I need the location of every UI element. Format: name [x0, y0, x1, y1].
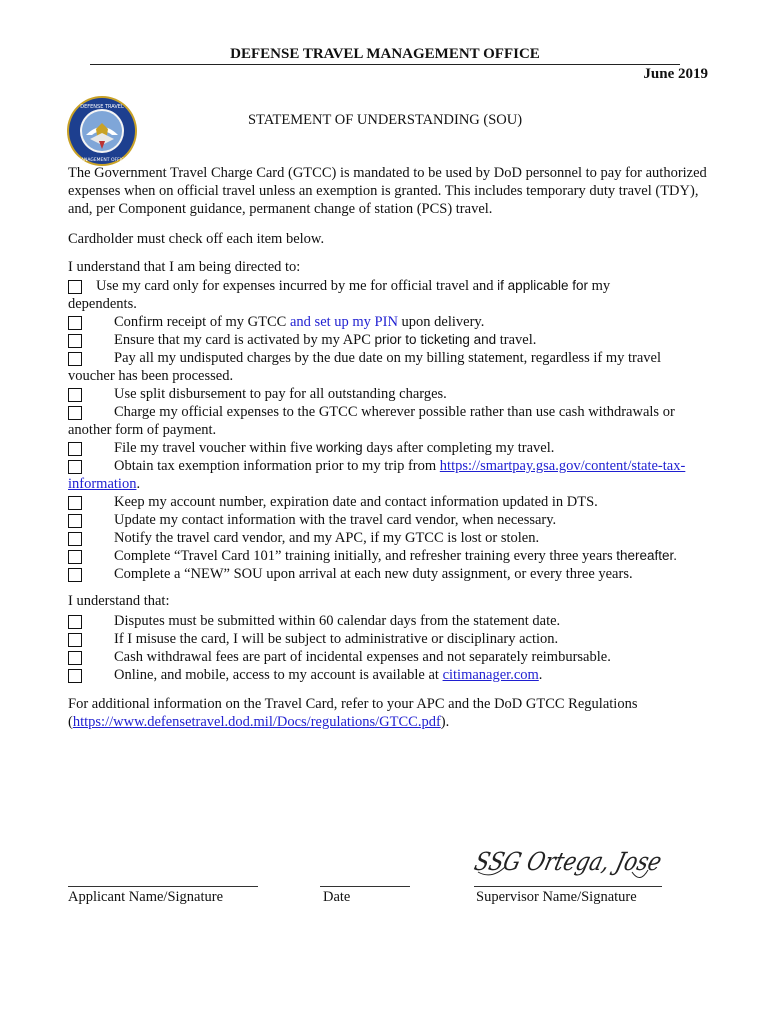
list-item — [68, 403, 718, 421]
list-item — [68, 630, 718, 648]
header-rule — [90, 64, 680, 65]
dtmo-seal-logo — [66, 95, 138, 167]
item-text-emphasis: working — [316, 440, 363, 455]
checkbox[interactable] — [68, 442, 82, 456]
item-text: my — [587, 278, 611, 294]
list-item — [68, 385, 718, 403]
footer-info-line: For additional information on the Travel Card, refer to your APC and the DoD GTCC Regulations — [68, 696, 638, 712]
office-title: DEFENSE TRAVEL MANAGEMENT OFFICE — [230, 46, 540, 62]
footer-text: ( — [68, 714, 73, 730]
item-continuation: another form of payment. — [68, 422, 217, 438]
svg-text:MANAGEMENT OFFICE: MANAGEMENT OFFICE — [77, 158, 127, 163]
list-item — [68, 313, 718, 331]
item-text: Update my contact information with the travel card vendor, when necessary. — [114, 512, 557, 528]
instruction-text: Cardholder must check off each item below. — [68, 231, 325, 247]
smartpay-link-continuation[interactable]: information — [68, 476, 137, 492]
smartpay-link[interactable]: https://smartpay.gsa.gov/content/state-tax- — [439, 458, 686, 474]
list-item — [68, 349, 718, 367]
item-text: travel. — [496, 332, 537, 348]
item-text: upon delivery. — [397, 314, 485, 330]
item-text: Confirm receipt of my GTCC — [114, 314, 290, 330]
list-item — [68, 511, 718, 529]
citimanager-link[interactable]: citimanager.com — [442, 667, 539, 683]
checkbox[interactable] — [68, 651, 82, 665]
item-text: Obtain tax exemption information prior to my trip from — [114, 458, 440, 474]
item-continuation: voucher has been processed. — [68, 368, 234, 384]
gtcc-regulations-link[interactable]: https://www.defensetravel.dod.mil/Docs/regulations/GTCC.pdf — [72, 714, 441, 730]
item-text: Notify the travel card vendor, and my APC, if my GTCC is lost or stolen. — [114, 530, 540, 546]
checkbox[interactable] — [68, 334, 82, 348]
checkbox[interactable] — [68, 633, 82, 647]
item-text: Complete a “NEW” SOU upon arrival at each new duty assignment, or every three years. — [114, 566, 633, 582]
item-text: If I misuse the card, I will be subject to administrative or disciplinary action. — [114, 631, 559, 647]
document-date: June 2019 — [643, 66, 708, 82]
checkbox[interactable] — [68, 406, 82, 420]
checkbox[interactable] — [68, 550, 82, 564]
list-item — [68, 529, 718, 547]
list-item — [68, 331, 718, 349]
list-item — [68, 648, 718, 666]
list-item — [68, 612, 718, 630]
page-title: STATEMENT OF UNDERSTANDING (SOU) — [247, 112, 523, 128]
item-text: Cash withdrawal fees are part of incidental expenses and not separately reimbursable. — [114, 649, 611, 665]
list-item — [68, 547, 718, 565]
section2-heading: I understand that: — [68, 593, 170, 609]
checkbox[interactable] — [68, 514, 82, 528]
list-item — [68, 666, 718, 684]
svg-text:DEFENSE TRAVEL: DEFENSE TRAVEL — [80, 104, 124, 110]
footer-text: ). — [440, 714, 450, 730]
intro-paragraph: The Government Travel Charge Card (GTCC) is mandated to be used by DoD personnel to pay for authorized expenses when on official travel unless an exemption is granted. This includes temporary duty travel (TDY), and, per Component guidance, permanent change of station (PCS) travel. — [68, 165, 707, 217]
svg-text:SSG Ortega, Jose: SSG Ortega, Jose — [471, 846, 698, 876]
checkbox[interactable] — [68, 615, 82, 629]
item-text-emphasis: and set up my PIN — [289, 314, 398, 330]
item-text: Online, and mobile, access to my account is available at — [114, 667, 443, 683]
list-item — [68, 493, 718, 511]
item-text: Complete “Travel Card 101” training initially, and refresher training every three years — [114, 548, 617, 564]
item-text-emphasis: if applicable for — [497, 278, 588, 293]
date-line[interactable] — [320, 886, 410, 887]
applicant-signature-line[interactable] — [68, 886, 258, 887]
item-text: Disputes must be submitted within 60 calendar days from the statement date. — [114, 613, 561, 629]
item-text: . — [538, 667, 543, 683]
item-text-emphasis: prior to ticketing and — [374, 332, 497, 347]
item-text: Pay all my undisputed charges by the due date on my billing statement, regardless if my travel — [114, 350, 661, 366]
supervisor-handwritten-signature — [471, 836, 698, 888]
date-label: Date — [323, 889, 351, 905]
checkbox[interactable] — [68, 460, 82, 474]
checkbox[interactable] — [68, 388, 82, 402]
checkbox[interactable] — [68, 316, 82, 330]
section1-heading: I understand that I am being directed to: — [68, 259, 301, 275]
checkbox[interactable] — [68, 280, 82, 294]
item-text: Ensure that my card is activated by my APC — [114, 332, 375, 348]
applicant-signature-label: Applicant Name/Signature — [68, 889, 224, 905]
list-item — [68, 277, 718, 295]
checkbox[interactable] — [68, 532, 82, 546]
item-text: Charge my official expenses to the GTCC wherever possible rather than use cash withdrawals or — [114, 404, 675, 420]
checkbox[interactable] — [68, 352, 82, 366]
item-text: File my travel voucher within five — [114, 440, 317, 456]
item-text: Keep my account number, expiration date and contact information updated in DTS. — [114, 494, 598, 510]
list-item — [68, 565, 718, 583]
checkbox[interactable] — [68, 669, 82, 683]
item-text-emphasis: thereafter. — [616, 548, 678, 563]
supervisor-signature-line[interactable] — [474, 886, 662, 887]
item-text: Use my card only for expenses incurred by me for official travel and — [96, 278, 498, 294]
supervisor-signature-label: Supervisor Name/Signature — [476, 889, 637, 905]
checkbox[interactable] — [68, 496, 82, 510]
list-item — [68, 439, 718, 457]
checkbox[interactable] — [68, 568, 82, 582]
item-text: . — [136, 476, 141, 492]
list-item — [68, 457, 718, 475]
item-text: Use split disbursement to pay for all outstanding charges. — [114, 386, 447, 402]
item-text: days after completing my travel. — [362, 440, 555, 456]
item-continuation: dependents. — [68, 296, 137, 312]
